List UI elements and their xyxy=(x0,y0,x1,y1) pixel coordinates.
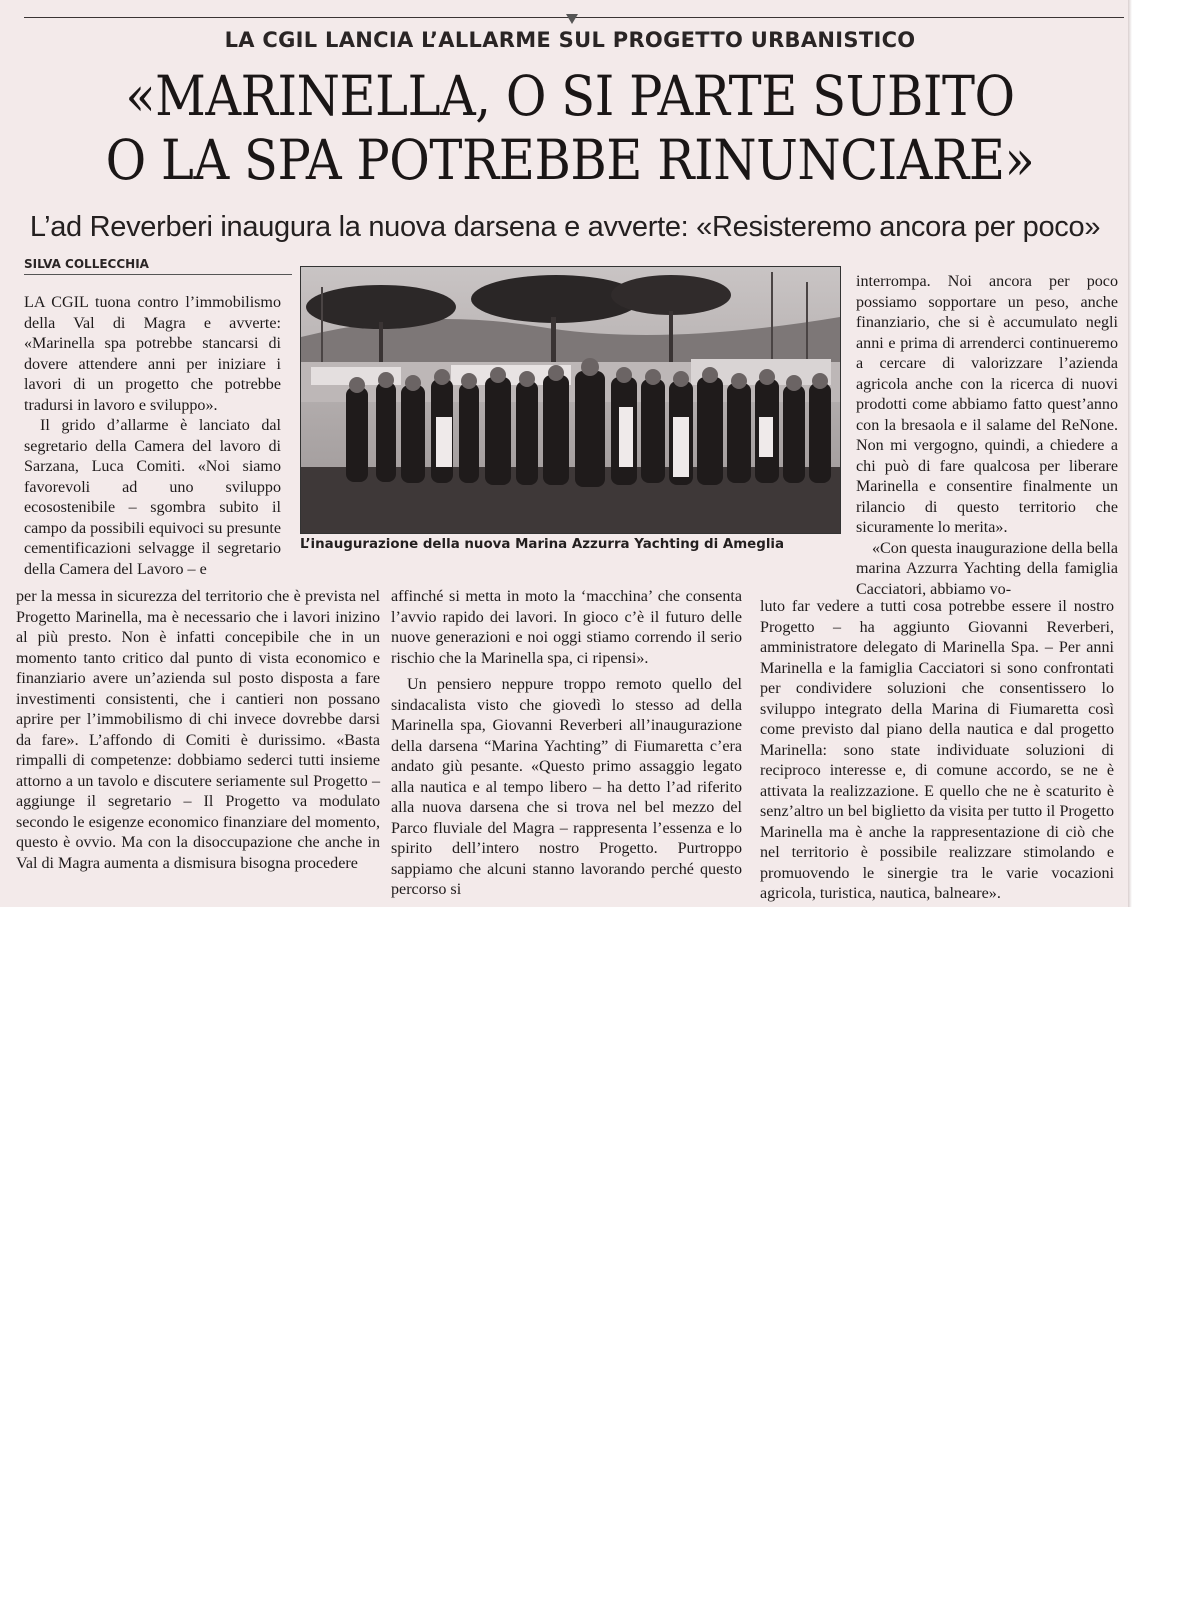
column-2 xyxy=(391,587,742,901)
byline-rule xyxy=(24,274,292,275)
column-3-continued xyxy=(760,597,1114,905)
byline: SILVA COLLECCHIA xyxy=(24,257,149,271)
paragraph: Il grido d’allarme è lanciato dal segretario della Camera del lavoro di Sarzana, Luca Comiti. «Noi siamo favorevoli ad uno sviluppo ecosostenibile – sgombra subito il campo da possibili equivoci su presunte cementificazioni selvagge il segretario della Camera del Lavoro – e xyxy=(24,417,282,578)
paragraph: per la messa in sicurezza del territorio che è prevista nel Progetto Marinella, ma è necessario che i lavori inizino al più presto. Non è infatti concepibile che in un momento tanto critico dal punto di vista economico e finanziario avere un’azienda sul posto disposta a fare investimenti consistenti, che i cantieri non possano aprire per l’immobilismo di chi invece dovrebbe darsi da fare». L’affondo di Comiti è durissimo. «Basta rimpalli di competenze: dobbiamo sederci tutti insieme attorno a un tavolo e discutere seriamente sul Progetto – aggiunge il segretario – Il Progetto va modulato secondo le esigenze economico finanziare del momento, questo è ovvio. Ma con la disoccupazione che anche in Val di Magra aumenta a dismisura bisogna procedere xyxy=(16,588,380,872)
paragraph: «Con questa inaugurazione della bella marina Azzurra Yachting della famiglia Cacciatori, abbiamo vo- xyxy=(856,539,1118,598)
subheadline: L’ad Reverberi inaugura la nuova darsena e avverte: «Resisteremo ancora per poco» xyxy=(29,211,1101,243)
photo-caption: L’inaugurazione della nuova Marina Azzurra Yachting di Ameglia xyxy=(300,537,785,552)
clipping-edge xyxy=(1128,0,1132,907)
paragraph: interrompa. Noi ancora per poco possiamo sopportare un peso, anche finanziario, che si è accumulato negli anni e prima di arrenderci continueremo a cercare di valorizzare l’azienda agricola anche con la ricerca di nuovi prodotti come abbiamo fatto quest’anno con la bresaola e il salame del ReNone. Non mi vergogno, quindi, a chiedere a chi può di fare qualcosa per liberare Marinella e consentire finalmente un rilancio di questo territorio che sicuramente lo merita». xyxy=(856,273,1118,536)
kicker: LA CGIL LANCIA L’ALLARME SUL PROGETTO URBANISTICO xyxy=(224,28,916,52)
column-3 xyxy=(856,272,1118,600)
fold-marker xyxy=(566,14,578,24)
paragraph: affinché si metta in moto la ‘macchina’ che consenta l’avvio rapido dei lavori. In gioco c’è il futuro delle nuove generazioni e noi oggi stiamo correndo il serio rischio che la Marinella spa, ci ripensi». xyxy=(391,588,742,667)
paragraph: Un pensiero neppure troppo remoto quello del sindacalista visto che giovedì lo stesso ad della Marinella spa, Giovanni Reverberi all’inaugurazione della darsena “Marina Yachting” di Fiumaretta c’era andato giù pesante. «Questo primo assaggio legato alla nautica e al tempo libero – ha detto l’ad riferito alla nuova darsena che si trova nel bel mezzo del Parco fluviale del Magra – rappresenta l’essenza e lo spirito dell’intero nostro Progetto. Purtroppo sappiamo che alcuni stanno lavorando perché questo percorso si xyxy=(391,676,742,898)
photo xyxy=(300,266,841,534)
paragraph: LA CGIL tuona contro l’immobilismo della Val di Magra e avverte: «Marinella spa potrebbe stancarsi di dovere attendere anni per iniziare i lavori di un progetto che potrebbe tradursi in lavoro e sviluppo». xyxy=(24,294,281,414)
column-1-continued xyxy=(16,587,380,874)
column-1 xyxy=(24,293,281,580)
headline xyxy=(57,64,1083,192)
paragraph: luto far vedere a tutti cosa potrebbe essere il nostro Progetto – ha aggiunto Giovanni Reverberi, amministratore delegato di Marinella Spa. – Per anni Marinella e la famiglia Cacciatori si sono confrontati per condividere soluzioni che consentissero lo sviluppo integrato della Marina di Fiumaretta così come previsto dal piano della nautica e dal progetto Marinella: sono state individuate soluzioni di reciproco interesse e, di comune accordo, se ne è attivata la realizzazione. E quello che ne è scaturito è senz’altro un bel biglietto da visita per tutto il Progetto Marinella ma è anche la rappresentazione di ciò che nel territorio è possibile realizzare stimolando e promuovendo le sinergie tra le varie vocazioni agricola, turistica, nautica, balneare». xyxy=(760,598,1114,902)
headline-line-2: O LA SPA POTREBBE RINUNCIARE» xyxy=(105,128,1035,192)
photo-image xyxy=(301,267,840,533)
headline-line-1: «MARINELLA, O SI PARTE SUBITO xyxy=(125,64,1015,128)
